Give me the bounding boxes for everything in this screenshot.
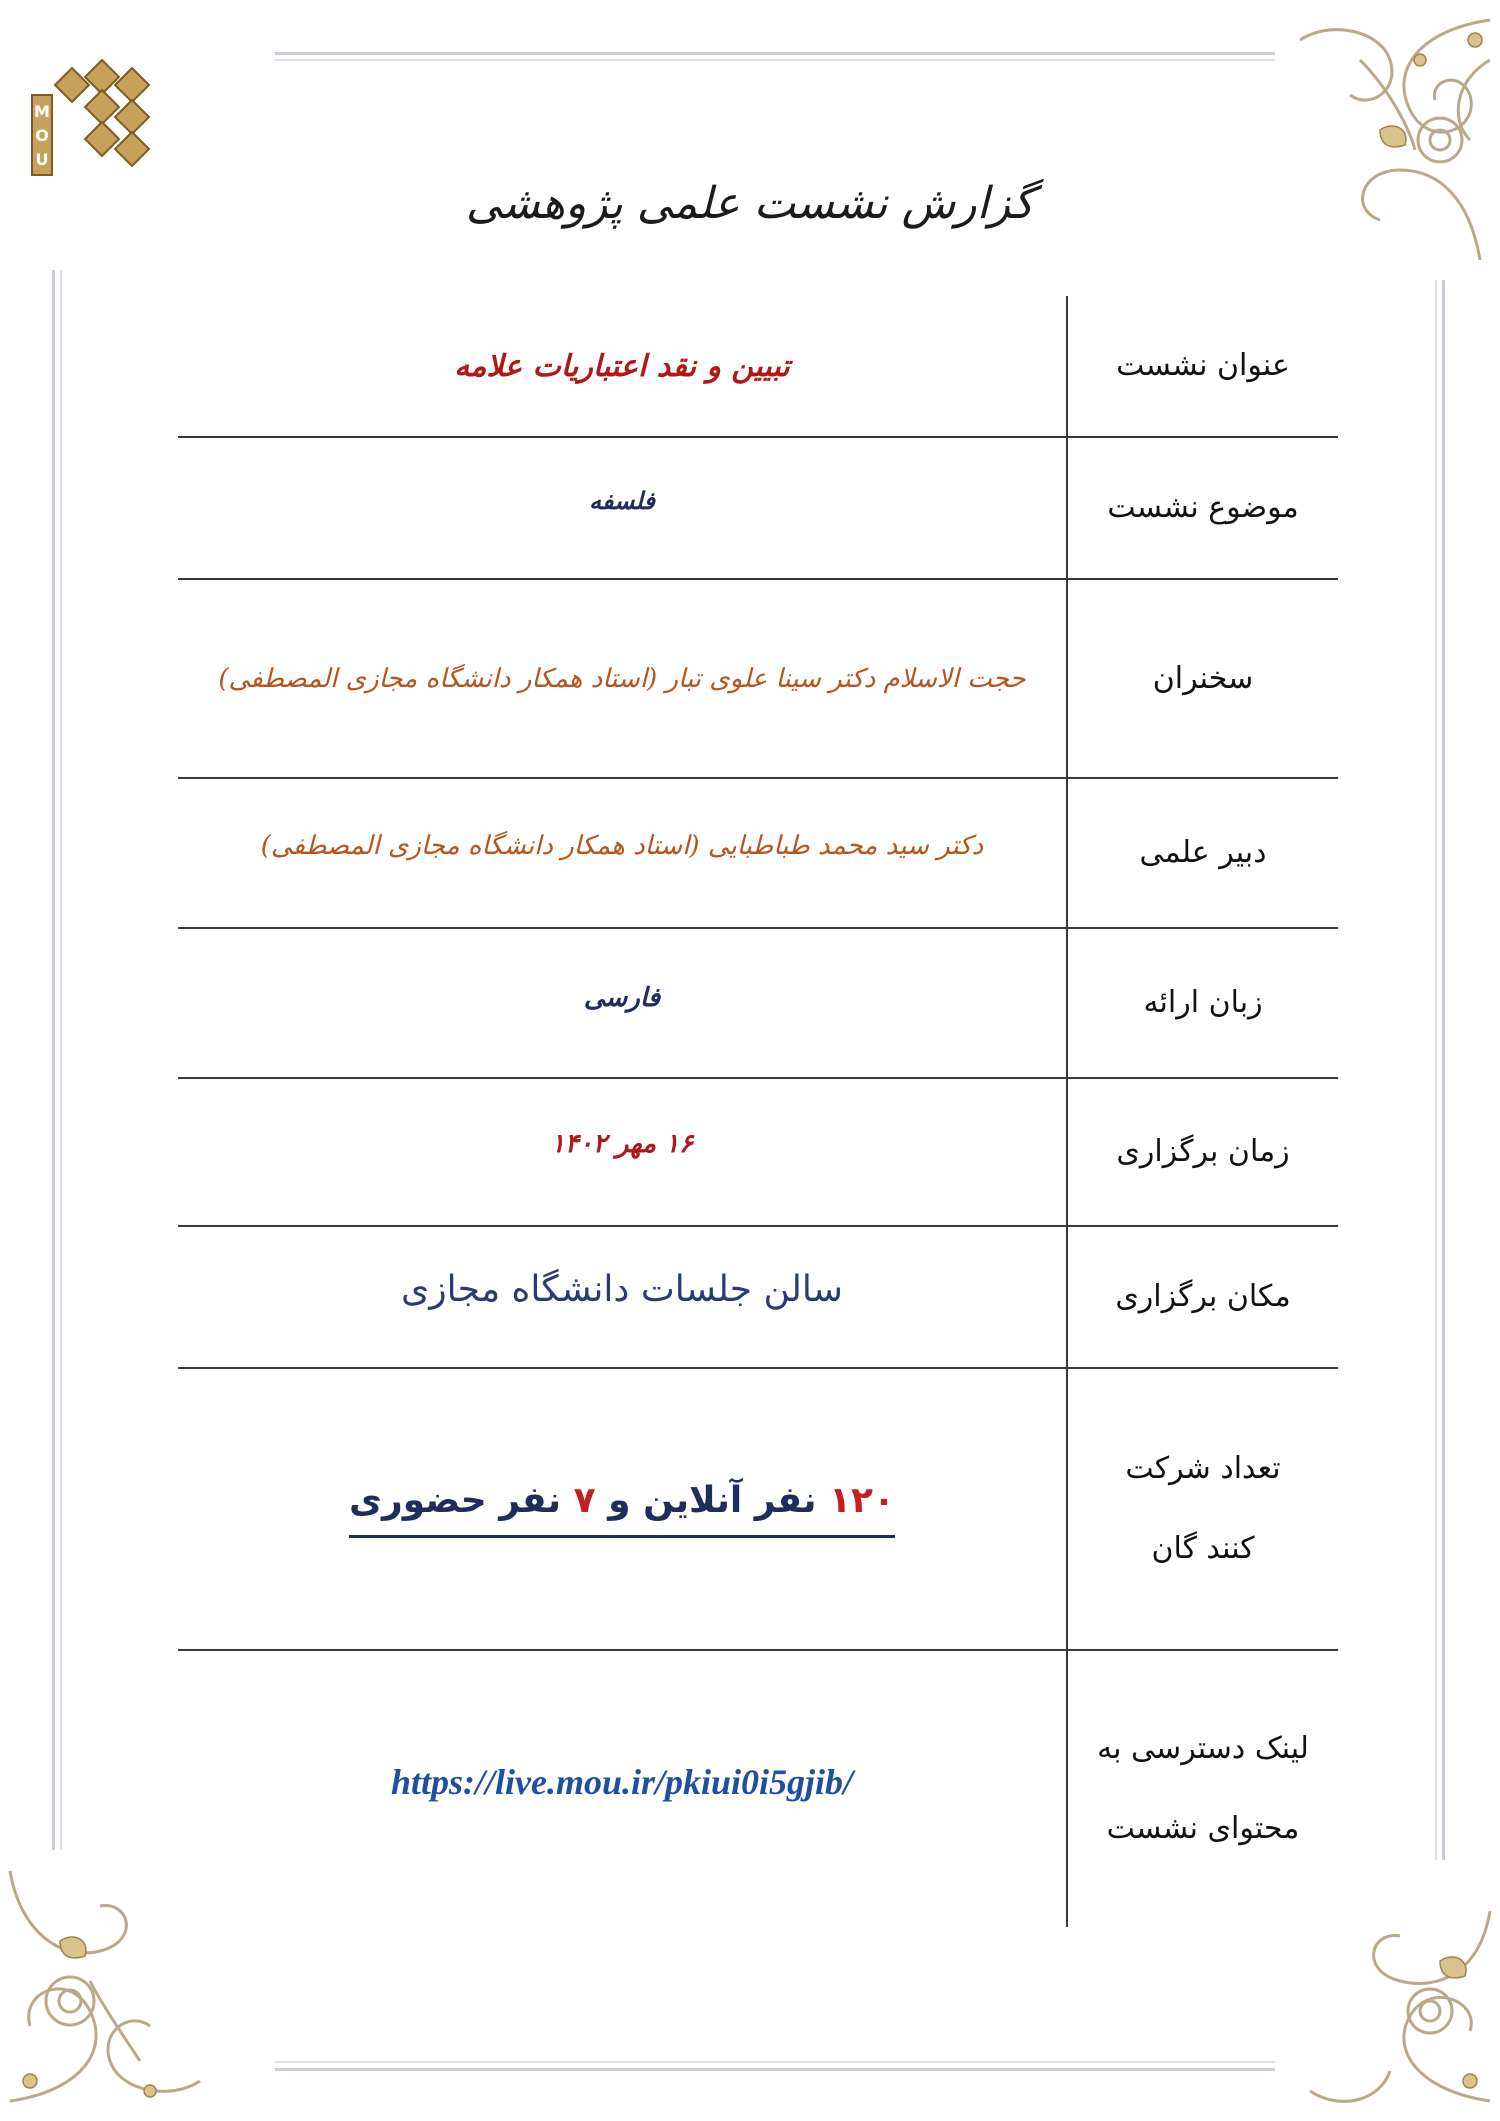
row-label: عنوان نشست bbox=[1066, 296, 1338, 436]
table-row-venue bbox=[178, 1227, 1338, 1369]
row-label bbox=[1066, 1651, 1338, 1927]
online-text: نفر آنلاین و bbox=[608, 1480, 817, 1521]
logo-letter-m: M bbox=[34, 102, 50, 121]
logo-letter-u: U bbox=[35, 150, 49, 169]
row-value bbox=[178, 296, 1066, 436]
table-row-title bbox=[178, 296, 1338, 438]
row-label: زمان برگزاری bbox=[1066, 1079, 1338, 1225]
inperson-text: نفر حضوری bbox=[349, 1480, 562, 1521]
table-row-attendees bbox=[178, 1369, 1338, 1651]
row-value bbox=[178, 580, 1066, 777]
table-row-subject bbox=[178, 438, 1338, 580]
frame-left-line-inner bbox=[60, 270, 62, 1850]
row-value bbox=[178, 438, 1066, 578]
frame-right-line-inner bbox=[1435, 280, 1437, 1860]
session-venue: سالن جلسات دانشگاه مجازی bbox=[401, 1269, 843, 1310]
table-row-moderator bbox=[178, 779, 1338, 929]
speaker-name: حجت الاسلام دکتر سینا علوی تبار (استاد همکار دانشگاه مجازی المصطفی) bbox=[218, 663, 1026, 694]
inperson-count: ۷ bbox=[573, 1480, 596, 1521]
moderator-name: دکتر سید محمد طباطبایی (استاد همکار دانشگاه مجازی المصطفی) bbox=[260, 831, 984, 861]
row-label: دبیر علمی bbox=[1066, 779, 1338, 927]
row-label: سخنران bbox=[1066, 580, 1338, 777]
frame-top-line bbox=[275, 52, 1275, 55]
table-row-language bbox=[178, 929, 1338, 1079]
frame-top-line-inner bbox=[275, 59, 1275, 61]
attendees-count bbox=[349, 1480, 895, 1538]
content-link[interactable]: https://live.mou.ir/pkiui0i5gjib/ bbox=[390, 1762, 854, 1802]
row-label bbox=[1066, 1369, 1338, 1649]
session-date: ۱۶ مهر ۱۴۰۲ bbox=[550, 1129, 694, 1159]
attendees-label-line2: کنند گان bbox=[1151, 1531, 1255, 1566]
table-row-date bbox=[178, 1079, 1338, 1227]
session-title: تبیین و نقد اعتباریات علامه bbox=[454, 348, 790, 384]
row-label: مکان برگزاری bbox=[1066, 1227, 1338, 1367]
row-label: زبان ارائه bbox=[1066, 929, 1338, 1077]
logo-letter-o: O bbox=[35, 126, 49, 145]
frame-bottom-line bbox=[275, 2068, 1275, 2071]
row-label: موضوع نشست bbox=[1066, 438, 1338, 578]
row-value bbox=[178, 929, 1066, 1077]
table-row-link bbox=[178, 1651, 1338, 1927]
presentation-language: فارسی bbox=[583, 983, 661, 1013]
online-count: ۱۲۰ bbox=[829, 1480, 895, 1521]
row-value bbox=[178, 1079, 1066, 1225]
frame-right-line bbox=[1442, 280, 1445, 1860]
attendees-label-line1: تعداد شرکت bbox=[1125, 1451, 1281, 1486]
row-value bbox=[178, 1369, 1066, 1649]
report-table bbox=[178, 296, 1338, 1927]
row-value bbox=[178, 1651, 1066, 1927]
page-title: گزارش نشست علمی پژوهشی bbox=[465, 178, 1035, 229]
table-row-speaker bbox=[178, 580, 1338, 779]
frame-bottom-line-inner bbox=[275, 2061, 1275, 2063]
row-value bbox=[178, 779, 1066, 927]
frame-left-line bbox=[52, 270, 55, 1850]
row-value bbox=[178, 1227, 1066, 1367]
session-subject: فلسفه bbox=[589, 486, 655, 515]
corner-ornament-top-right bbox=[1240, 0, 1500, 270]
link-label-line1: لینک دسترسی به bbox=[1097, 1731, 1309, 1766]
link-label-line2: محتوای نشست bbox=[1106, 1811, 1300, 1846]
university-logo bbox=[28, 55, 158, 180]
